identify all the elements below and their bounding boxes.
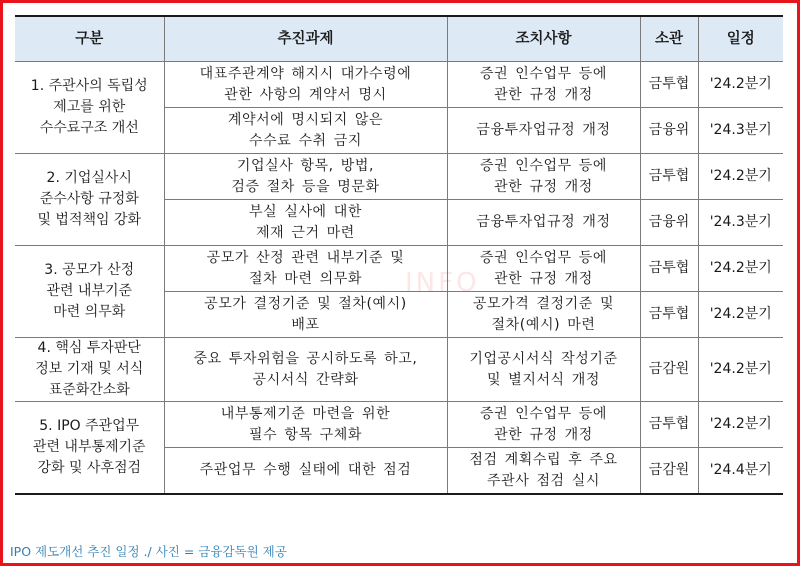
org-cell: 금감원 <box>640 448 698 495</box>
category-cell: 2. 기업실사시 준수사항 규정화 및 법적책임 강화 <box>15 154 164 246</box>
task-cell: 대표주관계약 해지시 대가수령에 관한 사항의 계약서 명시 <box>164 62 447 108</box>
action-cell: 금융투자업규정 개정 <box>447 108 640 154</box>
ipo-schedule-table <box>15 15 783 495</box>
category-cell: 4. 핵심 투자판단 정보 기재 및 서식 표준화간소화 <box>15 338 164 402</box>
table-row <box>15 62 783 108</box>
schedule-cell: '24.2분기 <box>698 154 783 200</box>
task-cell: 공모가 산정 관련 내부기준 및 절차 마련 의무화 <box>164 246 447 292</box>
task-cell: 주관업무 수행 실태에 대한 점검 <box>164 448 447 495</box>
schedule-cell: '24.3분기 <box>698 200 783 246</box>
task-cell: 부실 실사에 대한 제재 근거 마련 <box>164 200 447 246</box>
table-row <box>15 338 783 402</box>
org-cell: 금감원 <box>640 338 698 402</box>
task-cell: 계약서에 명시되지 않은 수수료 수취 금지 <box>164 108 447 154</box>
table-row <box>15 402 783 448</box>
task-cell: 공모가 결정기준 및 절차(예시) 배포 <box>164 292 447 338</box>
action-cell: 증권 인수업무 등에 관한 규정 개정 <box>447 402 640 448</box>
category-cell: 3. 공모가 산정 관련 내부기준 마련 의무화 <box>15 246 164 338</box>
schedule-cell: '24.2분기 <box>698 292 783 338</box>
org-cell: 금투협 <box>640 62 698 108</box>
org-cell: 금융위 <box>640 200 698 246</box>
task-cell: 중요 투자위험을 공시하도록 하고, 공시서식 간략화 <box>164 338 447 402</box>
schedule-cell: '24.2분기 <box>698 246 783 292</box>
action-cell: 점검 계획수립 후 주요 주관사 점검 실시 <box>447 448 640 495</box>
org-cell: 금투협 <box>640 246 698 292</box>
table-row <box>15 246 783 292</box>
category-cell: 5. IPO 주관업무 관련 내부통제기준 강화 및 사후점검 <box>15 402 164 495</box>
header-schedule: 일정 <box>698 16 783 62</box>
header-task: 추진과제 <box>164 16 447 62</box>
task-cell: 기업실사 항목, 방법, 검증 절차 등을 명문화 <box>164 154 447 200</box>
org-cell: 금투협 <box>640 402 698 448</box>
schedule-cell: '24.2분기 <box>698 62 783 108</box>
org-cell: 금융위 <box>640 108 698 154</box>
schedule-cell: '24.2분기 <box>698 402 783 448</box>
watermark: INFO <box>405 268 480 298</box>
schedule-cell: '24.2분기 <box>698 338 783 402</box>
header-org: 소관 <box>640 16 698 62</box>
table-row <box>15 154 783 200</box>
action-cell: 증권 인수업무 등에 관한 규정 개정 <box>447 246 640 292</box>
table-body <box>15 62 783 495</box>
action-cell: 증권 인수업무 등에 관한 규정 개정 <box>447 154 640 200</box>
schedule-cell: '24.4분기 <box>698 448 783 495</box>
task-cell: 내부통제기준 마련을 위한 필수 항목 구체화 <box>164 402 447 448</box>
action-cell: 공모가격 결정기준 및 절차(예시) 마련 <box>447 292 640 338</box>
category-cell: 1. 주관사의 독립성 제고를 위한 수수료구조 개선 <box>15 62 164 154</box>
image-caption: IPO 제도개선 추진 일정 ./ 사진 = 금융감독원 제공 <box>10 544 287 559</box>
header-row <box>15 16 783 62</box>
action-cell: 증권 인수업무 등에 관한 규정 개정 <box>447 62 640 108</box>
org-cell: 금투협 <box>640 292 698 338</box>
org-cell: 금투협 <box>640 154 698 200</box>
action-cell: 기업공시서식 작성기준 및 별지서식 개정 <box>447 338 640 402</box>
header-category: 구분 <box>15 16 164 62</box>
header-action: 조치사항 <box>447 16 640 62</box>
schedule-cell: '24.3분기 <box>698 108 783 154</box>
action-cell: 금융투자업규정 개정 <box>447 200 640 246</box>
